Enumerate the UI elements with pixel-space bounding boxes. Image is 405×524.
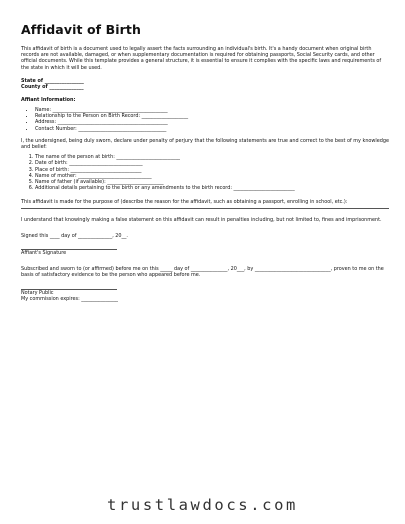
statement-date-of-birth: 2. Date of birth: ______________________________ — [35, 160, 389, 166]
affidavit-document — [21, 22, 389, 302]
affiant-relationship-field: • Relationship to the Person on Birth Record: ___________________ — [35, 113, 389, 119]
oath-paragraph: I, the undersigned, being duly sworn, declare under penalty of perjury that the following statements are true and correct to the best of my knowledge and belief: — [21, 137, 390, 151]
affiant-signature-label: Affiant's Signature — [21, 250, 67, 257]
affiant-heading: Affiant Information: — [21, 97, 76, 103]
affiant-name-field: • Name: _______________________________________________ — [35, 107, 389, 113]
purpose-paragraph: This affidavit is made for the purpose of (describe the reason for the affidavit, such as obtaining a passport, enrolling in school, etc.): — [21, 199, 348, 206]
statement-additional-details: 6. Additional details pertaining to the birth or any amendments to the birth record: _________________________ — [35, 185, 389, 191]
county-line: County of ______________ — [21, 84, 84, 91]
document-title: Affidavit of Birth — [21, 22, 142, 37]
subscribed-paragraph: Subscribed and sworn to (or affirmed) before me on this _____ day of _______________, 20___, by _______________________________, proven to me on the basis of satisfactory evidence to be the person who appeared before me. — [21, 266, 384, 279]
understanding-paragraph: I understand that knowingly making a false statement on this affidavit can result in penalties including, but not limited to, fines and imprisonment. — [21, 216, 382, 223]
commission-line: My commission expires: _______________ — [21, 295, 118, 302]
signed-line: Signed this ____ day of ______________, 20__. — [21, 232, 128, 239]
intro-paragraph: This affidavit of birth is a document used to legally assert the facts surrounding an individual's birth. It's a handy document when original birth records are not available, damaged, or when supplementary documentation is required for obtaining passports, Social Security cards, and other official documents. While this template provides a general structure, it is essential to ensure it complies with the specific laws and requirements of the state in which it will be used. — [21, 46, 382, 71]
statement-mother-name: 4. Name of mother: ______________________________ — [35, 173, 389, 179]
statement-father-name: 5. Name of father (if available): _______________________ — [35, 179, 389, 185]
statement-place-of-birth: 3. Place of birth: _____________________________ — [35, 167, 389, 173]
statements-list — [21, 154, 389, 191]
state-line: State of ________________ — [21, 77, 84, 84]
affiant-contact-field: • Contact Number: ____________________________________ — [35, 126, 389, 132]
footer-watermark: trustlawdocs.com — [107, 496, 298, 514]
affiant-list — [21, 107, 389, 132]
statement-birth-name: 1. The name of the person at birth: __________________________ — [35, 154, 389, 160]
affiant-address-field: • Address: _____________________________________________ — [35, 119, 389, 125]
purpose-line — [21, 208, 389, 209]
notary-label: Notary Public — [21, 289, 54, 296]
